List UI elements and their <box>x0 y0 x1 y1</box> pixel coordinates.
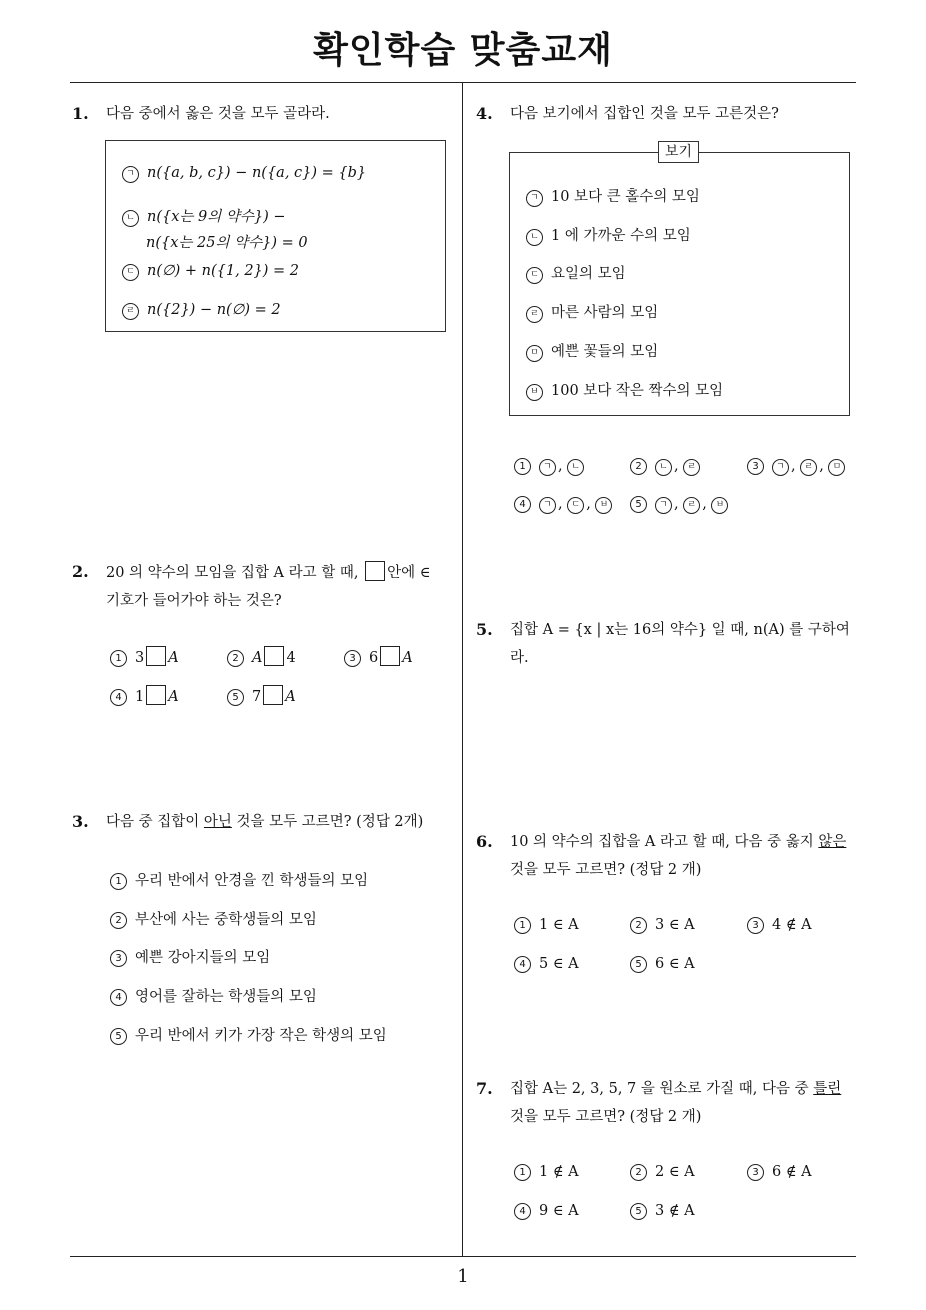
statement-text: n({a, b, c}) − n({a, c}) = {b} <box>147 165 367 181</box>
bogi-text: 1 에 가까운 수의 모임 <box>551 228 691 244</box>
page-title: 확인학습 맞춤교재 <box>313 30 613 71</box>
footer-rule <box>70 1256 856 1257</box>
choice-number: 5 <box>630 496 647 513</box>
answer-choice[interactable] <box>514 956 579 973</box>
question-text-part: 다음 중 집합이 <box>106 814 200 830</box>
choice-text: 예쁜 강아지들의 모임 <box>135 950 271 966</box>
choice-text: 우리 반에서 키가 가장 작은 학생의 모임 <box>135 1028 387 1044</box>
choice-text: 6 ∈ A <box>655 956 695 972</box>
statement-item <box>122 263 299 281</box>
question-text <box>510 828 862 884</box>
choice-number: 2 <box>630 917 647 934</box>
question-number: 7. <box>476 1079 493 1098</box>
choice-number: 4 <box>514 956 531 973</box>
circled-letter: ㅂ <box>711 497 728 514</box>
circled-letter: ㄹ <box>526 306 543 323</box>
question-text <box>106 559 458 615</box>
answer-choice[interactable] <box>227 646 296 667</box>
statement-box <box>105 140 446 332</box>
choice-left: 1 <box>135 689 145 705</box>
answer-choice[interactable]: 1 ㄱ , ㄴ <box>514 458 586 476</box>
statement-item <box>122 302 281 320</box>
choice-text: 우리 반에서 안경을 낀 학생들의 모임 <box>135 873 369 889</box>
answer-choice[interactable] <box>747 917 812 934</box>
answer-choice[interactable] <box>110 1024 387 1045</box>
circled-letter: ㅁ <box>526 345 543 362</box>
bogi-text: 10 보다 큰 홀수의 모임 <box>551 189 700 205</box>
question-text-part: 것을 모두 고르면? (정답 2개) <box>236 814 424 830</box>
circled-letter: ㄱ <box>526 190 543 207</box>
question-number: 1. <box>72 104 89 123</box>
choice-text: 영어를 잘하는 학생들의 모임 <box>135 989 317 1005</box>
answer-choice[interactable] <box>110 946 270 967</box>
answer-choice[interactable]: 2 ㄴ , ㄹ <box>630 458 702 476</box>
choice-left: 7 <box>252 689 262 705</box>
answer-choice[interactable] <box>110 908 317 929</box>
statement-text: n(∅) + n({1, 2}) = 2 <box>147 263 300 279</box>
question-text-part: 기호가 들어가야 하는 것은? <box>106 593 282 609</box>
bogi-item <box>526 224 691 246</box>
question-text-part: 라. <box>510 650 529 666</box>
choice-text: 3 ∉ A <box>655 1203 695 1219</box>
bogi-text: 요일의 모임 <box>551 266 626 282</box>
question-text-part: 10 의 약수의 집합을 A 라고 할 때, 다음 중 옳지 <box>510 834 814 850</box>
circled-letter: ㄴ <box>122 210 139 227</box>
statement-text-continued <box>146 231 308 252</box>
choice-number: 4 <box>110 989 127 1006</box>
underlined-word: 틀린 <box>813 1081 842 1097</box>
choice-left: 3 <box>135 650 145 666</box>
circled-letter: ㄱ <box>772 459 789 476</box>
bogi-label: 보기 <box>658 141 699 163</box>
question-text-part: 20 의 약수의 모임을 집합 A 라고 할 때, <box>106 565 359 581</box>
choice-number: 2 <box>630 1164 647 1181</box>
answer-choice[interactable] <box>514 1203 579 1220</box>
circled-letter: ㄴ <box>526 229 543 246</box>
circled-letter: ㅂ <box>595 497 612 514</box>
choice-number: 3 <box>344 650 361 667</box>
choice-number: 1 <box>514 917 531 934</box>
choice-number: 5 <box>227 689 244 706</box>
answer-choice[interactable] <box>344 646 413 667</box>
choice-number: 2 <box>630 458 647 475</box>
circled-letter: ㄱ <box>539 497 556 514</box>
statement-text: n({x는 9의 약수}) − <box>147 209 286 225</box>
bogi-text: 마른 사람의 모임 <box>551 305 659 321</box>
bogi-item <box>526 185 700 207</box>
bogi-item <box>526 262 626 284</box>
choice-text: 부산에 사는 중학생들의 모임 <box>135 912 317 928</box>
question-text: 다음 중에서 옳은 것을 모두 골라라. <box>106 106 330 122</box>
choice-text: 6 ∉ A <box>772 1164 812 1180</box>
blank-box <box>263 685 283 705</box>
circled-letter: ㅁ <box>828 459 845 476</box>
circled-letter: ㄹ <box>683 459 700 476</box>
question-text: 다음 보기에서 집합인 것을 모두 고른것은? <box>510 106 779 122</box>
choice-right: 4 <box>286 650 296 666</box>
blank-box <box>365 561 385 581</box>
circled-letter: ㄹ <box>800 459 817 476</box>
circled-letter: ㅂ <box>526 384 543 401</box>
blank-box <box>146 685 166 705</box>
answer-choice[interactable] <box>514 1164 579 1181</box>
answer-choice[interactable] <box>110 685 179 706</box>
circled-letter: ㄷ <box>567 497 584 514</box>
answer-choice[interactable]: 3 ㄱ , ㄹ , ㅁ <box>747 458 847 476</box>
choice-text: 9 ∈ A <box>539 1203 579 1219</box>
answer-choice[interactable] <box>630 1164 695 1181</box>
choice-text: 1 ∉ A <box>539 1164 579 1180</box>
question-text-part: 집합 A = {x | x는 16의 약수} 일 때, n(A) 를 구하여 <box>510 622 850 638</box>
answer-choice[interactable] <box>630 1203 695 1220</box>
answer-choice[interactable] <box>110 646 179 667</box>
choice-number: 3 <box>747 1164 764 1181</box>
answer-choice[interactable]: 4 ㄱ , ㄷ , ㅂ <box>514 496 614 514</box>
underlined-word: 않은 <box>818 834 847 850</box>
circled-letter: ㄹ <box>122 303 139 320</box>
choice-number: 2 <box>227 650 244 667</box>
statement-text: n({x는 25의 약수}) = 0 <box>146 235 308 251</box>
blank-box <box>146 646 166 666</box>
question-number: 4. <box>476 104 493 123</box>
choice-number: 5 <box>630 956 647 973</box>
answer-choice[interactable] <box>514 917 579 934</box>
choice-number: 4 <box>110 689 127 706</box>
choice-text: 1 ∈ A <box>539 917 579 933</box>
answer-choice[interactable]: 5 ㄱ , ㄹ , ㅂ <box>630 496 730 514</box>
bogi-item <box>526 340 658 362</box>
bogi-item <box>526 379 723 401</box>
choice-text: 4 ∉ A <box>772 917 812 933</box>
bogi-item <box>526 301 658 323</box>
choice-right: A <box>168 650 179 666</box>
choice-text: 5 ∈ A <box>539 956 579 972</box>
circled-letter: ㄴ <box>655 459 672 476</box>
column-divider <box>462 82 463 1257</box>
bogi-text: 예쁜 꽃들의 모임 <box>551 344 659 360</box>
statement-text: n({2}) − n(∅) = 2 <box>147 302 281 318</box>
question-text <box>510 1075 862 1131</box>
answer-choice[interactable] <box>630 917 695 934</box>
blank-box <box>264 646 284 666</box>
choice-number: 4 <box>514 1203 531 1220</box>
answer-choice[interactable] <box>227 685 296 706</box>
choice-right: A <box>168 689 179 705</box>
choice-text: 3 ∈ A <box>655 917 695 933</box>
question-number: 5. <box>476 620 493 639</box>
answer-choice[interactable] <box>747 1164 812 1181</box>
header-rule <box>70 82 856 83</box>
bogi-box <box>509 152 850 416</box>
question-number: 2. <box>72 562 89 581</box>
question-text <box>510 616 860 672</box>
question-text-part: 것을 모두 고르면? (정답 2 개) <box>510 1109 702 1125</box>
choice-number: 1 <box>110 873 127 890</box>
choice-number: 1 <box>514 1164 531 1181</box>
choice-right: A <box>285 689 296 705</box>
circled-letter: ㄱ <box>122 166 139 183</box>
choice-left: 6 <box>369 650 379 666</box>
choice-number: 1 <box>514 458 531 475</box>
question-text-part: 안에 ∈ <box>387 565 431 581</box>
choice-number: 5 <box>630 1203 647 1220</box>
question-number: 6. <box>476 832 493 851</box>
question-text-part: 집합 A는 2, 3, 5, 7 을 원소로 가질 때, 다음 중 <box>510 1081 809 1097</box>
question-text <box>106 808 423 836</box>
choice-number: 3 <box>747 458 764 475</box>
choice-number: 5 <box>110 1028 127 1045</box>
answer-choice[interactable] <box>110 985 317 1006</box>
choice-text: 2 ∈ A <box>655 1164 695 1180</box>
question-number: 3. <box>72 812 89 831</box>
bogi-text: 100 보다 작은 짝수의 모임 <box>551 383 724 399</box>
page-number: 1 <box>457 1266 469 1287</box>
circled-letter: ㄷ <box>122 264 139 281</box>
choice-number: 4 <box>514 496 531 513</box>
choice-left: A <box>252 650 263 666</box>
underlined-word: 아닌 <box>203 814 232 830</box>
statement-item <box>122 165 366 183</box>
choice-number: 3 <box>110 950 127 967</box>
circled-letter: ㄱ <box>539 459 556 476</box>
answer-choice[interactable] <box>630 956 695 973</box>
choice-number: 3 <box>747 917 764 934</box>
circled-letter: ㄹ <box>683 497 700 514</box>
choice-right: A <box>402 650 413 666</box>
question-text-part: 것을 모두 고르면? (정답 2 개) <box>510 862 702 878</box>
statement-item <box>122 205 286 227</box>
circled-letter: ㄷ <box>526 267 543 284</box>
circled-letter: ㄱ <box>655 497 672 514</box>
circled-letter: ㄴ <box>567 459 584 476</box>
choice-number: 1 <box>110 650 127 667</box>
blank-box <box>380 646 400 666</box>
answer-choice[interactable] <box>110 869 368 890</box>
choice-number: 2 <box>110 912 127 929</box>
